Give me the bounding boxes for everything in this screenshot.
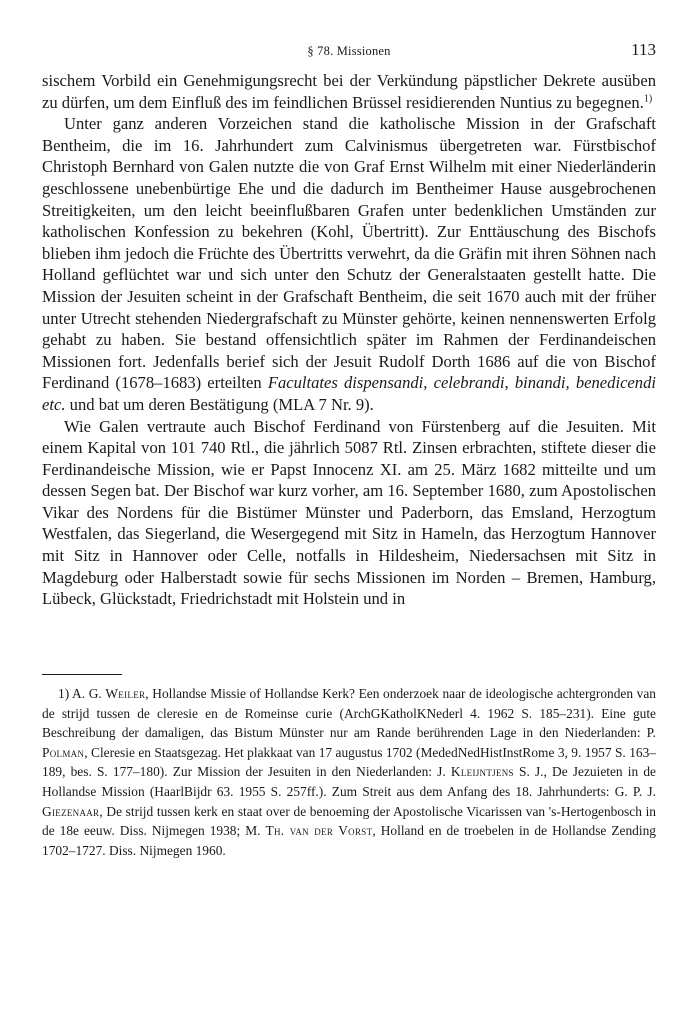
footnote-author-1: Weiler <box>105 686 146 701</box>
body-text <box>42 70 656 610</box>
footnote-reference: 1) <box>643 93 653 105</box>
footnote-text-6: , Holland en de troebelen in de Hollandse Zending 1702–1727. Diss. Nijmegen 1960. <box>42 823 656 858</box>
footnote-author-4: Giezenaar <box>42 803 100 819</box>
paragraph-1-text: sischem Vorbild ein Genehmigungsrecht bei der Verkündung päpstlicher Dekrete ausüben zu dürfen, um dem Einfluß des im feindlichen Brüssel residierenden Nuntius zu begegnen. <box>42 71 656 112</box>
footnote-text-4: S. J., De Jezuieten in de Hollandse Mission (HaarlBijdr 63. 1955 S. 257ff.). Zum Streit aus dem Anfang des 18. Jahrhunderts: G. P. J. <box>42 764 656 799</box>
footnote <box>42 684 656 860</box>
footnote-mark: 1) <box>58 686 70 701</box>
footnote-text-5: , De strijd tussen kerk en staat over de benoeming der Apostolische Vicarissen van 's-Hertogenbosch in de 18e eeuw. Diss. Nijmegen 1938; M. <box>42 803 656 839</box>
paragraph-2 <box>42 113 656 415</box>
document-page <box>42 0 656 1025</box>
footnote-text-2: , Hollandse Missie of Hollandse Kerk? Een onderzoek naar de ideologische achtergronden van de strijd tussen de cleresie en de Romeinse curie (ArchGKatholKNederl 4. 1962 S. 185–231). Eine gute Beschreibung der damaligen, das Bistum Münster nur am Rande berührenden Lage in den Niederlanden: P. <box>42 686 657 741</box>
footnote-author-5: Th. van der Vorst <box>265 823 373 839</box>
paragraph-2-italic: Facultates dispensandi, celebrandi, binandi, benedicendi etc. <box>42 373 657 414</box>
footnote-author-3: Kleijntjens <box>450 764 514 780</box>
footnote-text-3: , Cleresie en Staatsgezag. Het plakkaat van 17 augustus 1702 (MededNedHistInstRome 3, 9. 1957 S. 163–189, bes. S. 177–180). Zur Mission der Jesuiten in den Niederlanden: J. <box>42 744 656 780</box>
paragraph-2-text-b: und bat um deren Bestätigung (MLA 7 Nr. 9). <box>65 394 374 414</box>
page-number: 113 <box>631 40 656 59</box>
running-head <box>42 40 656 64</box>
paragraph-3-text: Wie Galen vertraute auch Bischof Ferdinand von Fürstenberg auf die Jesuiten. Mit einem Kapital von 101 740 Rtl., die jährlich 5087 Rtl. Zinsen erbrachten, stiftete dieser die Ferdinandeische Mission, wie er Papst Innocenz XI. am 25. März 1682 mitteilte und um dessen Segen bat. Der Bischof war kurz vorher, am 16. September 1680, zum Apostolischen Vikar des Nordens für die Bistümer Münster und Paderborn, das Emsland, Herzogtum Westfalen, das Siegerland, die Wesergegend mit Sitz in Hameln, das Herzogtum Hannover mit Sitz in Hannover oder Celle, notfalls in Hildesheim, Niedersachsen mit Sitz in Magdeburg oder Halberstadt sowie für sechs Missionen im Norden – Bremen, Hamburg, Lübeck, Glückstadt, Friedrichstadt mit Holstein und in <box>42 416 656 609</box>
paragraph-2-text-a: Unter ganz anderen Vorzeichen stand die katholische Mission in der Grafschaft Bentheim, die im 16. Jahrhundert zum Calvinismus übergetreten war. Fürstbischof Christoph Bernhard von Galen nutzte die von Graf Ernst Wilhelm mit einer Niederländerin geschlossene unebenbürtige Ehe und die dadurch im Bentheimer Hause ausgebrochenen Streitigkeiten, um den leicht beeinflußbaren Grafen unter bedenklichen Umständen zur katholischen Konfession zu bekehren (Kohl, Übertritt). Zur Enttäuschung des Bischofs blieben ihm jedoch die Früchte des Übertritts verwehrt, da die Gräfin mit ihren Söhnen nach Holland geflüchtet war und sich unter den Schutz der Generalstaaten gestellt hatte. Die Mission der Jesuiten scheint in der Grafschaft Bentheim, die seit 1670 auch mit der früher unter Utrecht stehenden Niedergrafschaft zu Münster gehörte, keinen nennenswerten Erfolg gehabt zu haben. Sie bestand offensichtlich später im Rahmen der Ferdinandeischen Missionen fort. Jedenfalls berief sich der Jesuit Rudolf Dorth 1686 auf die von Bischof Ferdinand (1678–1683) erteilten <box>42 114 656 393</box>
footnote-text-1: A. G. <box>69 686 106 701</box>
footnote-1 <box>42 684 656 860</box>
footnote-author-2: Polman <box>42 744 85 760</box>
paragraph-1 <box>42 70 656 113</box>
footnote-divider <box>42 674 122 675</box>
paragraph-3 <box>42 416 656 610</box>
running-title: § 78. Missionen <box>307 44 391 58</box>
